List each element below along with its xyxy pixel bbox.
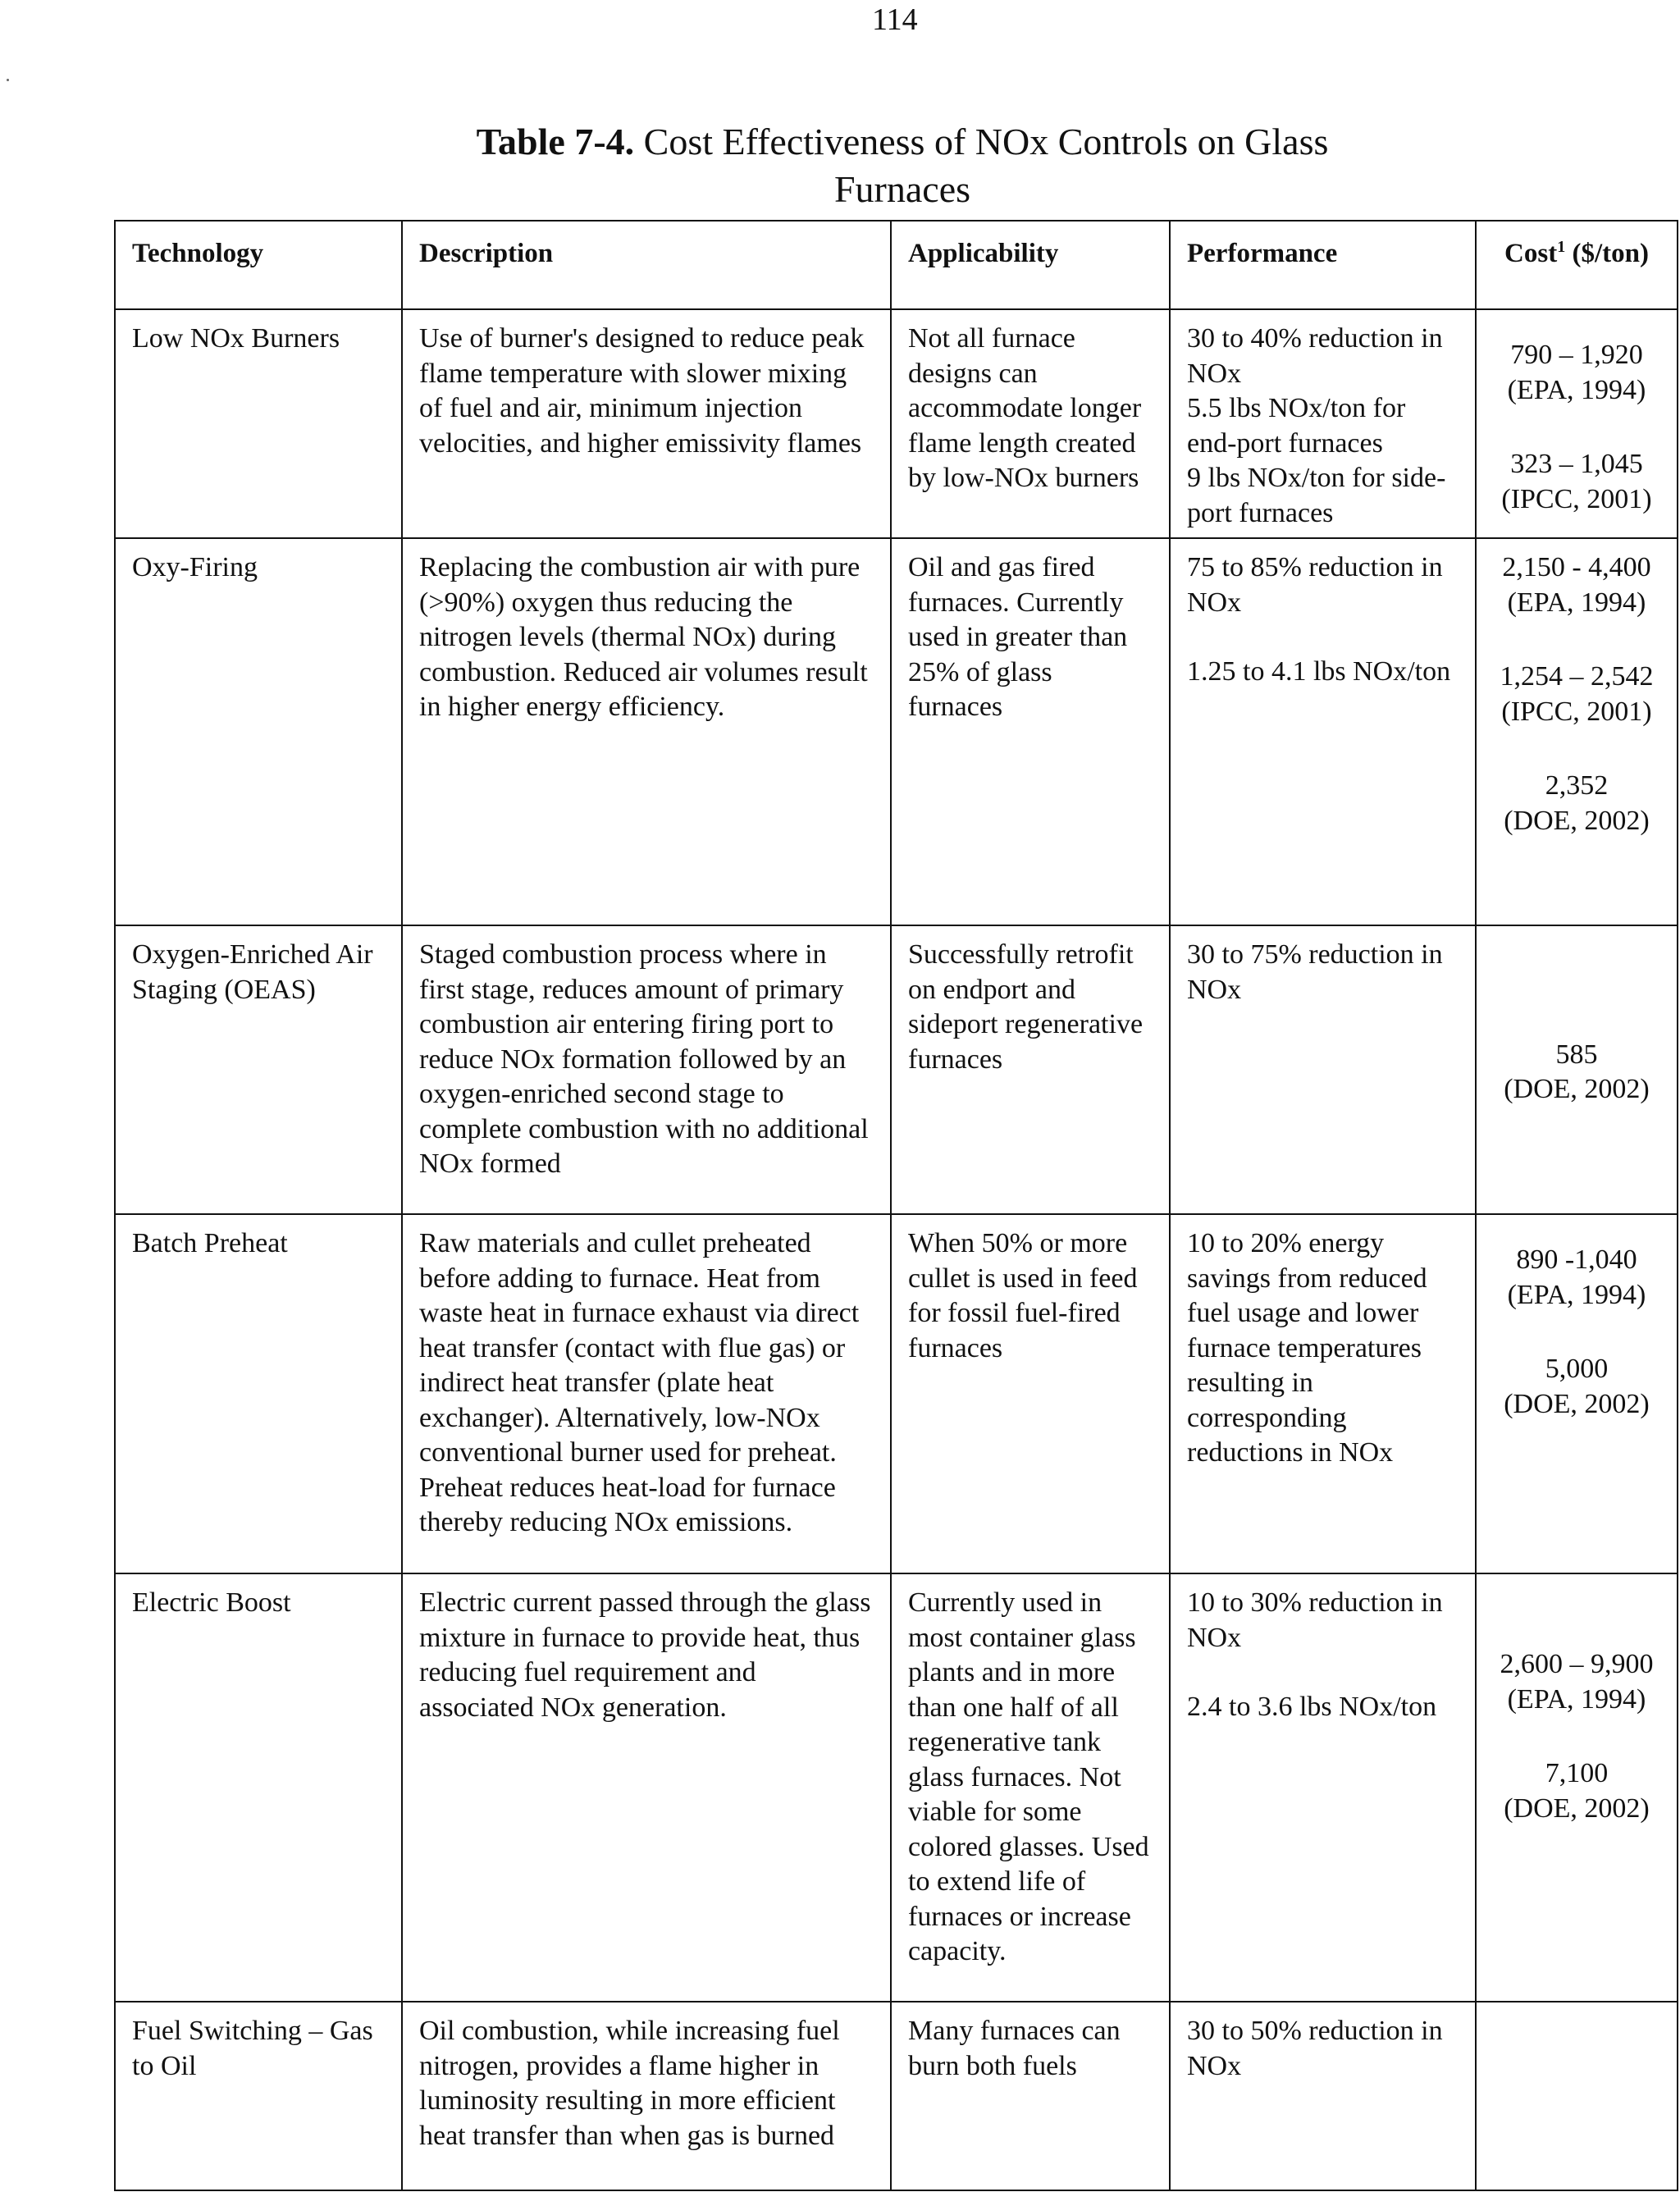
cost-entry <box>1485 769 1669 838</box>
scan-speck <box>7 79 9 81</box>
cell-applicability: Currently used in most container glass plants and in more than one half of all regenerative tank glass furnaces. Not viable for some colored glasses. Used to extend life of furnaces or increase capacity. <box>891 1573 1170 2002</box>
cell-description: Replacing the combustion air with pure (>90%) oxygen thus reducing the nitrogen levels (thermal NOx) during combustion. Reduced air volumes result in higher energy efficiency. <box>402 538 891 925</box>
header-cost-footnote: 1 <box>1557 238 1566 256</box>
cell-cost <box>1476 538 1678 925</box>
cell-technology: Oxygen-Enriched Air Staging (OEAS) <box>115 925 402 1214</box>
cost-source: (EPA, 1994) <box>1507 587 1646 618</box>
table-row <box>115 1573 1678 2002</box>
cell-technology: Batch Preheat <box>115 1214 402 1573</box>
cell-description: Electric current passed through the glass mixture in furnace to provide heat, thus reducing fuel requirement and associated NOx generation. <box>402 1573 891 2002</box>
header-description: Description <box>402 221 891 309</box>
cost-source: (DOE, 2002) <box>1504 805 1650 836</box>
performance-line: 75 to 85% reduction in NOx <box>1187 552 1443 618</box>
cell-applicability: Not all furnace designs can accommodate longer flame length created by low-NOx burners <box>891 309 1170 538</box>
header-cost <box>1476 221 1678 309</box>
cell-technology: Oxy-Firing <box>115 538 402 925</box>
cost-entry <box>1485 1647 1669 1717</box>
performance-line: 2.4 to 3.6 lbs NOx/ton <box>1187 1692 1437 1722</box>
cell-applicability: When 50% or more cullet is used in feed for fossil fuel-fired furnaces <box>891 1214 1170 1573</box>
cost-source: (EPA, 1994) <box>1507 1279 1646 1310</box>
cost-entry <box>1485 338 1669 408</box>
header-applicability: Applicability <box>891 221 1170 309</box>
table-title-text: Cost Effectiveness of NOx Controls on Glass <box>643 121 1329 162</box>
cell-performance <box>1170 1214 1476 1573</box>
performance-line: 30 to 75% reduction in NOx <box>1187 939 1443 1005</box>
performance-line: 1.25 to 4.1 lbs NOx/ton <box>1187 656 1451 687</box>
cell-applicability: Oil and gas fired furnaces. Currently used in greater than 25% of glass furnaces <box>891 538 1170 925</box>
cost-spacer <box>1485 322 1669 338</box>
cost-value: 2,600 – 9,900 <box>1500 1649 1654 1679</box>
table-row <box>115 925 1678 1214</box>
cost-entry <box>1485 1243 1669 1313</box>
table-row <box>115 309 1678 538</box>
cost-value: 323 – 1,045 <box>1510 449 1643 479</box>
nox-controls-table <box>114 220 1678 2191</box>
cost-entry <box>1485 1756 1669 1826</box>
cost-value: 7,100 <box>1545 1758 1609 1788</box>
header-cost-suffix: ($/ton) <box>1565 239 1649 268</box>
table-label: Table 7-4. <box>476 121 635 162</box>
cell-technology: Electric Boost <box>115 1573 402 2002</box>
cost-value: 1,254 – 2,542 <box>1500 661 1654 692</box>
cost-value: 890 -1,040 <box>1516 1244 1637 1275</box>
cell-cost <box>1476 1573 1678 2002</box>
cell-description: Oil combustion, while increasing fuel nitrogen, provides a flame higher in luminosity resulting in more efficient heat transfer than when gas is burned <box>402 2002 891 2190</box>
cost-source: (DOE, 2002) <box>1504 1388 1650 1419</box>
header-cost-prefix: Cost <box>1504 239 1558 268</box>
cell-performance <box>1170 2002 1476 2190</box>
table-title-line-2: Furnaces <box>833 168 971 210</box>
cell-cost <box>1476 309 1678 538</box>
cell-technology: Low NOx Burners <box>115 309 402 538</box>
performance-line: 30 to 40% reduction in NOx <box>1187 323 1443 389</box>
table-row <box>115 1214 1678 1573</box>
table-title <box>0 118 1680 213</box>
cost-source: (DOE, 2002) <box>1504 1074 1650 1104</box>
cell-description: Staged combustion process where in first stage, reduces amount of primary combustion air entering firing port to reduce NOx formation followed by an oxygen-enriched second stage to complete combustion with no additional NOx formed <box>402 925 891 1214</box>
cell-cost <box>1476 925 1678 1214</box>
performance-line: 30 to 50% reduction in NOx <box>1187 2016 1443 2081</box>
cell-description: Raw materials and cullet preheated before adding to furnace. Heat from waste heat in furnace exhaust via direct heat transfer (contact with flue gas) or indirect heat transfer (plate heat exchanger). Alternatively, low-NOx conventional burner used for preheat. Preheat reduces heat-load for furnace thereby reducing NOx emissions. <box>402 1214 891 1573</box>
performance-line: 10 to 30% reduction in NOx <box>1187 1587 1443 1653</box>
cost-source: (IPCC, 2001) <box>1501 696 1652 727</box>
table-row <box>115 2002 1678 2190</box>
cell-description: Use of burner's designed to reduce peak flame temperature with slower mixing of fuel and air, minimum injection velocities, and higher emissivity flames <box>402 309 891 538</box>
cost-value: 790 – 1,920 <box>1510 340 1643 370</box>
cell-performance <box>1170 925 1476 1214</box>
performance-line: 5.5 lbs NOx/ton for end-port furnaces <box>1187 393 1406 459</box>
performance-line: 10 to 20% energy savings from reduced fuel usage and lower furnace temperatures resulting in corresponding reductions in NOx <box>1187 1228 1427 1468</box>
cell-performance <box>1170 1573 1476 2002</box>
cost-entry <box>1485 550 1669 620</box>
cell-technology: Fuel Switching – Gas to Oil <box>115 2002 402 2190</box>
cost-entry <box>1485 1352 1669 1422</box>
table-row <box>115 538 1678 925</box>
cost-value: 2,352 <box>1545 770 1609 801</box>
cell-performance <box>1170 309 1476 538</box>
table-title-line-1 <box>0 118 1680 166</box>
cost-source: (EPA, 1994) <box>1507 1683 1646 1715</box>
header-technology: Technology <box>115 221 402 309</box>
table-header-row <box>115 221 1678 309</box>
header-performance: Performance <box>1170 221 1476 309</box>
performance-spacer <box>1187 1655 1459 1690</box>
cost-value: 585 <box>1555 1039 1598 1070</box>
cost-value: 5,000 <box>1545 1354 1609 1384</box>
cost-spacer <box>1485 1226 1669 1243</box>
cell-cost <box>1476 1214 1678 1573</box>
cell-performance <box>1170 538 1476 925</box>
cost-entry <box>1485 447 1669 517</box>
cell-cost <box>1476 2002 1678 2190</box>
cost-source: (DOE, 2002) <box>1504 1792 1650 1824</box>
cost-source: (EPA, 1994) <box>1507 374 1646 405</box>
cost-entry <box>1485 660 1669 729</box>
cost-value: 2,150 - 4,400 <box>1502 552 1651 582</box>
cell-applicability: Many furnaces can burn both fuels <box>891 2002 1170 2190</box>
performance-line: 9 lbs NOx/ton for side-port furnaces <box>1187 463 1446 528</box>
cost-source: (IPCC, 2001) <box>1501 483 1652 514</box>
cell-applicability: Successfully retrofit on endport and sideport regenerative furnaces <box>891 925 1170 1214</box>
page-number: 114 <box>872 2 918 37</box>
performance-spacer <box>1187 620 1459 655</box>
cost-entry <box>1485 1038 1669 1107</box>
cost-spacer <box>1485 1586 1669 1647</box>
